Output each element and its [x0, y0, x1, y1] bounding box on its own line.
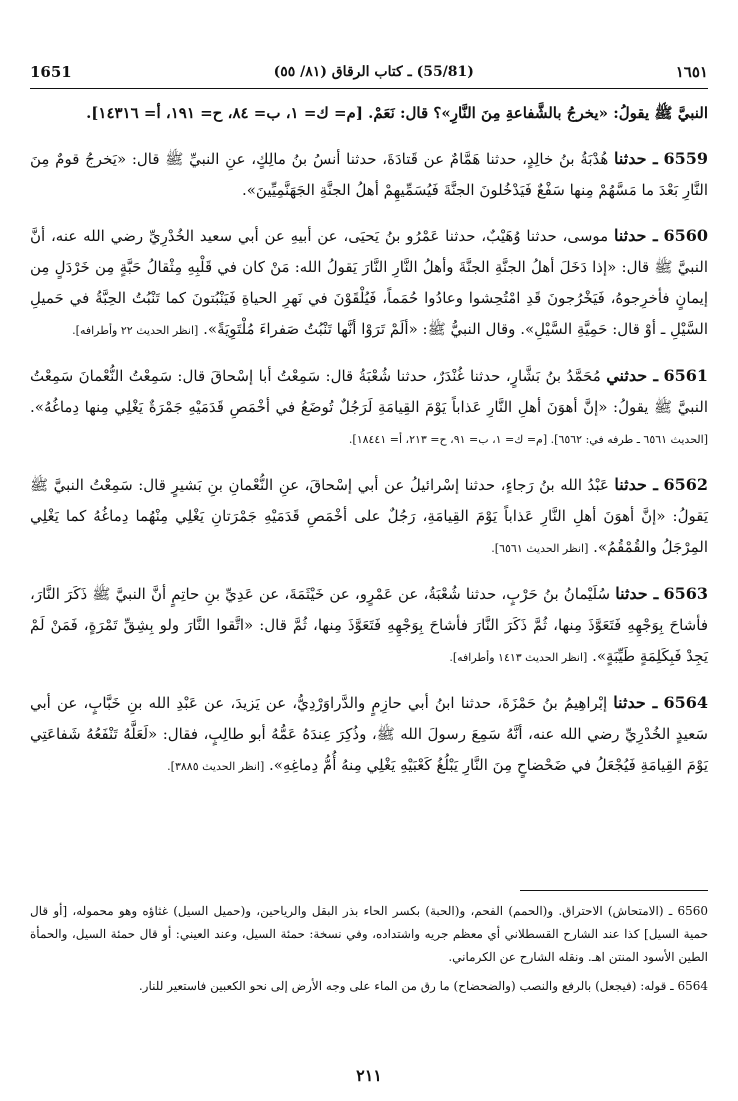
hadith-text: مُحَمَّدُ بنُ بَشَّارٍ، حدثنا غُنْدَرٌ، حدثنا شُعْبَةُ قال: سَمِعْتُ أبا إسْحاقَ قال: سَمِعْتُ النُّعْمانَ سَمِعْتُ النبيَّ ﷺ يقولُ: «إنَّ أهوَنَ أهلِ النَّارِ عَذاباً يَوْمَ القِيامَةِ لَرَجُلٌ تُوضَعُ في أخْمَصِ قَدَمَيْهِ جَمْرَةٌ يَغْلِي مِنها دِماغُهُ».	[30, 367, 708, 416]
hadith-text: سُلَيْمانُ بنُ حَرْبٍ، حدثنا شُعْبَةُ، عن عَمْرٍو، عن خَيْثَمَةَ، عن عَدِيِّ بنِ حاتِمٍ أنَّ النبيَّ ﷺ ذَكَرَ النَّارَ، فأشاحَ بِوَجْهِهِ فَتَعَوَّذَ مِنها، ثُمَّ ذَكَرَ النَّارَ فأشاحَ بِوَجْهِهِ فَتَعَوَّذَ مِنها، ثُمَّ قال: «اتَّقوا النَّارَ ولو بِشِقِّ تَمْرَةٍ، فَمَنْ لَمْ يَجِدْ فَبِكَلِمَةٍ طَيِّبَةٍ».	[30, 585, 708, 665]
hadith-reference: [انظر الحديث ٢٢ وأطرافه].	[72, 324, 199, 337]
hadith-number: 6563	[663, 584, 708, 603]
hadith-6561: 6561 ـ حدثني مُحَمَّدُ بنُ بَشَّارٍ، حدثنا غُنْدَرٌ، حدثنا شُعْبَةُ قال: سَمِعْتُ أبا إسْحاقَ قال: سَمِعْتُ النُّعْمانَ سَمِعْتُ النبيَّ ﷺ يقولُ: «إنَّ أهوَنَ أهلِ النَّارِ عَذاباً يَوْمَ القِيامَةِ لَرَجُلٌ تُوضَعُ في أخْمَصِ قَدَمَيْهِ جَمْرَةٌ يَغْلِي مِنها دِماغُهُ». [الحديث ٦٥٦١ ـ طرفه في: ٦٥٦٢]. [م= ك= ١، ب= ٩١، ح= ٢١٣، أ= ١٨٤٤١].	[30, 366, 708, 446]
footnote-6560: 6560 ـ (الامتحاش) الاحتراق. و(الحمم) الفحم، و(الحبة) بكسر الحاء بذر البقل والرياحين، و(حميل السيل) غثاؤه وهو محموله، [أو قال حمية السيل] كذا عند الشارح القسطلاني أي معظم جريه واشتداده، وفي نسخة: حمئة السيل، وعند العيني: أو قال حمئة السيل، والحمأة الطين الأسود المنتن اهـ. ونقله الشارح عن الكرماني.	[30, 904, 708, 964]
hadith-6560: 6560 ـ حدثنا موسى، حدثنا وُهَيْبٌ، حدثنا عَمْرُو بنُ يَحيَى، عن أبيهِ عن أبي سعيد الخُدْرِيِّ رضي الله عنه، أنَّ النبيَّ ﷺ قال: «إذا دَخَلَ أهلُ الجنَّةِ الجنَّةَ وأهلُ النَّارِ النَّارَ يَقولُ الله: مَنْ كان في قَلْبِهِ مِثْقالُ حَبَّةٍ مِن خَرْدَلٍ مِن إيمانٍ فأخرِجوهُ، فَيَخْرُجونَ قَدِ امْتُحِشوا وعادُوا حُمَماً، فَيُلْقَوْنَ في نَهرِ الحياةِ فَيَنْبُتونَ كما تَنْبُتُ الحِبَّةُ في حَميلِ السَّيْلِ ـ أوْ قال: حَمِيَّةِ السَّيْلِ». وقال النبيُّ ﷺ: «ألَمْ تَرَوْا أنَّها تَنْبُتُ صَفراءَ مُلْتَوِيَةً». [انظر الحديث ٢٢ وأطرافه].	[30, 226, 708, 338]
continuation-line: النبيَّ ﷺ يقولُ: «يخرجُ بالشَّفاعةِ مِنَ النَّارِ»؟ قال: نَعَمْ. [م= ك= ١، ب= ٨٤، ح= ١٩١، أ= ١٤٣١٦].	[86, 104, 708, 122]
hadith-reference: [انظر الحديث ١٤١٣ وأطرافه].	[449, 651, 588, 664]
hadith-keyword: حدثنا	[613, 226, 647, 245]
running-header	[30, 60, 708, 84]
hadith-6562: 6562 ـ حدثنا عَبْدُ الله بنُ رَجاءٍ، حدثنا إسْرائيلُ عن أبي إسْحاقَ، عنِ النُّعْمانِ بنِ بَشيرٍ قال: سَمِعْتُ النبيَّ ﷺ يَقولُ: «إنَّ أهوَنَ أهلِ النَّارِ عَذاباً يَوْمَ القِيامَةِ، رَجُلٌ على أخْمَصِ قَدَمَيْهِ جَمْرَتانِ يَغْلِي مِنْهُما دِماغُهُ كما يَغْلِي المِرْجَلُ والقُمْقُمُ». [انظر الحديث ٦٥٦١].	[30, 475, 708, 556]
hadith-keyword: حدثنا	[614, 149, 647, 168]
hadith-text: إبْراهِيمُ بنُ حَمْزَةَ، حدثنا ابنُ أبي حازِمٍ والدَّراوَرْدِيُّ، عن يَزيدَ، عن عَبْدِ الله بنِ خَبَّابٍ، عن أبي سَعيدٍ الخُدْرِيِّ رضي الله عنه، أنَّهُ سَمِعَ رسولَ الله ﷺ، وذُكِرَ عِندَهُ عَمُّهُ أبو طالِبٍ، فقال: «لَعَلَّهُ تَنْفَعُهُ شَفاعَتِي يَوْمَ القِيامَةِ فَيُجْعَلُ في ضَحْضاحٍ مِنَ النَّارِ يَبْلُغُ كَعْبَيْهِ يَغْلِي مِنهُ أُمُّ دِماغِهِ».	[30, 694, 708, 774]
footnote-6564: 6564 ـ قوله: (فيجعل) بالرفع والنصب (والضحضاح) ما رق من الماء على وجه الأرض إلى نحو الكعبين فاستعير للنار.	[138, 979, 708, 993]
hadith-number: 6561	[663, 366, 708, 385]
hadith-6559: 6559 ـ حدثنا هُدْبَةُ بنُ خالِدٍ، حدثنا هَمَّامٌ عن قَتادَةَ، حدثنا أنسُ بنُ مالِكٍ، عنِ النبيِّ ﷺ قال: «يَخرجُ قومٌ مِنَ النَّارِ بَعْدَ ما مَسَّهُمْ مِنها سَفْعٌ فَيَدْخُلونَ الجنَّةَ فَيُسَمِّيهِمْ أهلُ الجنَّةِ الجَهَنَّمِيِّينَ».	[30, 149, 708, 199]
hadith-reference: [انظر الحديث ٦٥٦١].	[491, 542, 589, 555]
hadith-reference: [الحديث ٦٥٦١ ـ طرفه في: ٦٥٦٢]. [م= ك= ١، ب= ٩١، ح= ٢١٣، أ= ١٨٤٤١].	[348, 433, 708, 446]
hadith-keyword: حدثني	[606, 366, 648, 385]
header-divider	[30, 88, 708, 89]
hadith-number: 6564	[663, 693, 708, 712]
hadith-text: هُدْبَةُ بنُ خالِدٍ، حدثنا هَمَّامٌ عن قَتادَةَ، حدثنا أنسُ بنُ مالِكٍ، عنِ النبيِّ ﷺ قال: «يَخرجُ قومٌ مِنَ النَّارِ بَعْدَ ما مَسَّهُمْ مِنها سَفْعٌ فَيَدْخُلونَ الجنَّةَ فَيُسَمِّيهِمْ أهلُ الجنَّةِ الجَهَنَّمِيِّينَ».	[30, 150, 708, 199]
hadith-text: عَبْدُ الله بنُ رَجاءٍ، حدثنا إسْرائيلُ عن أبي إسْحاقَ، عنِ النُّعْمانِ بنِ بَشيرٍ قال: سَمِعْتُ النبيَّ ﷺ يَقولُ: «إنَّ أهوَنَ أهلِ النَّارِ عَذاباً يَوْمَ القِيامَةِ، رَجُلٌ على أخْمَصِ قَدَمَيْهِ جَمْرَتانِ يَغْلِي مِنْهُما دِماغُهُ كما يَغْلِي المِرْجَلُ والقُمْقُمُ».	[30, 476, 708, 556]
footnote-divider	[520, 890, 708, 891]
hadith-6563: 6563 ـ حدثنا سُلَيْمانُ بنُ حَرْبٍ، حدثنا شُعْبَةُ، عن عَمْرٍو، عن خَيْثَمَةَ، عن عَدِيِّ بنِ حاتِمٍ أنَّ النبيَّ ﷺ ذَكَرَ النَّارَ، فأشاحَ بِوَجْهِهِ فَتَعَوَّذَ مِنها، ثُمَّ ذَكَرَ النَّارَ فأشاحَ بِوَجْهِهِ فَتَعَوَّذَ مِنها، ثُمَّ قال: «اتَّقوا النَّارَ ولو بِشِقِّ تَمْرَةٍ، فَمَنْ لَمْ يَجِدْ فَبِكَلِمَةٍ طَيِّبَةٍ». [انظر الحديث ١٤١٣ وأطرافه].	[30, 584, 708, 665]
page-number-bottom: ٢١١	[356, 1066, 382, 1085]
running-title: (55/81) ـ كتاب الرقاق (٨١/ ٥٥)	[273, 64, 474, 80]
hadith-keyword: حدثنا	[614, 475, 647, 494]
hadith-keyword: حدثنا	[613, 693, 646, 712]
hadith-keyword: حدثنا	[615, 584, 648, 603]
hadith-number: 6559	[663, 149, 708, 168]
hadith-text: موسى، حدثنا وُهَيْبٌ، حدثنا عَمْرُو بنُ يَحيَى، عن أبيهِ عن أبي سعيد الخُدْرِيِّ رضي الله عنه، أنَّ النبيَّ ﷺ قال: «إذا دَخَلَ أهلُ الجنَّةِ الجنَّةَ وأهلُ النَّارِ النَّارَ يَقولُ الله: مَنْ كان في قَلْبِهِ مِثْقالُ حَبَّةٍ مِن خَرْدَلٍ مِن إيمانٍ فأخرِجوهُ، فَيَخْرُجونَ قَدِ امْتُحِشوا وعادُوا حُمَماً، فَيُلْقَوْنَ في نَهرِ الحياةِ فَيَنْبُتونَ كما تَنْبُتُ الحِبَّةُ في حَميلِ السَّيْلِ ـ أوْ قال: حَمِيَّةِ السَّيْلِ». وقال النبيُّ ﷺ: «ألَمْ تَرَوْا أنَّها تَنْبُتُ صَفراءَ مُلْتَوِيَةً».	[30, 227, 708, 338]
hadith-number: 6560	[663, 226, 708, 245]
main-text	[30, 98, 708, 796]
hadith-reference: [انظر الحديث ٣٨٨٥].	[167, 760, 265, 773]
page-number-latin: 1651	[30, 63, 72, 81]
page-number-arabic: ١٦٥١	[675, 63, 708, 81]
hadith-6564: 6564 ـ حدثنا إبْراهِيمُ بنُ حَمْزَةَ، حدثنا ابنُ أبي حازِمٍ والدَّراوَرْدِيُّ، عن يَزيدَ، عن عَبْدِ الله بنِ خَبَّابٍ، عن أبي سَعيدٍ الخُدْرِيِّ رضي الله عنه، أنَّهُ سَمِعَ رسولَ الله ﷺ، وذُكِرَ عِندَهُ عَمُّهُ أبو طالِبٍ، فقال: «لَعَلَّهُ تَنْفَعُهُ شَفاعَتِي يَوْمَ القِيامَةِ فَيُجْعَلُ في ضَحْضاحٍ مِنَ النَّارِ يَبْلُغُ كَعْبَيْهِ يَغْلِي مِنهُ أُمُّ دِماغِهِ». [انظر الحديث ٣٨٨٥].	[30, 693, 708, 774]
hadith-number: 6562	[663, 475, 708, 494]
footnotes	[30, 900, 708, 1004]
